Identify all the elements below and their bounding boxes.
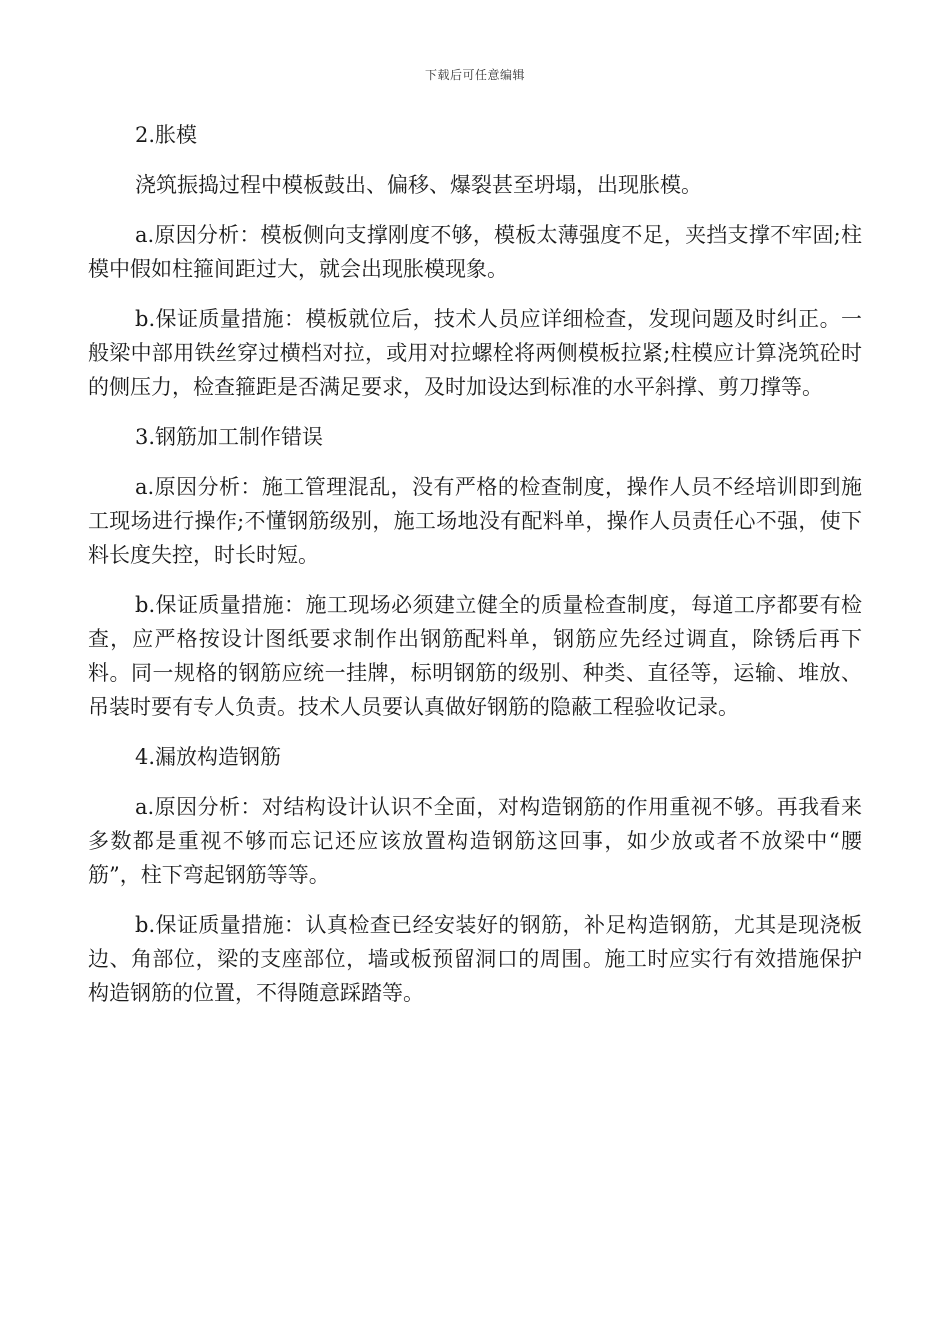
page-header: 下载后可任意编辑	[424, 68, 525, 82]
section-heading-2: 2.胀模	[135, 123, 198, 147]
paragraph: a.原因分析：施工管理混乱，没有严格的检查制度，操作人员不经培训即到施工现场进行操作;不懂钢筋级别，施工场地没有配料单，操作人员责任心不强，使下料长度失控，时长时短。	[88, 475, 862, 567]
paragraph: a.原因分析：对结构设计认识不全面，对构造钢筋的作用重视不够。再我看来多数都是重视不够而忘记还应该放置构造钢筋这回事，如少放或者不放梁中“腰筋”，柱下弯起钢筋等等。	[88, 795, 862, 887]
paragraph: b.保证质量措施：认真检查已经安装好的钢筋，补足构造钢筋，尤其是现浇板边、角部位，梁的支座部位，墙或板预留洞口的周围。施工时应实行有效措施保护构造钢筋的位置，不得随意踩踏等。	[88, 913, 862, 1005]
paragraph: 浇筑振捣过程中模板鼓出、偏移、爆裂甚至坍塌，出现胀模。	[135, 173, 702, 197]
section-heading-3: 3.钢筋加工制作错误	[135, 425, 324, 449]
section-heading-4: 4.漏放构造钢筋	[135, 745, 282, 769]
paragraph: b.保证质量措施：模板就位后，技术人员应详细检查，发现问题及时纠正。一般梁中部用铁丝穿过横档对拉，或用对拉螺栓将两侧模板拉紧;柱模应计算浇筑砼时的侧压力，检查箍距是否满足要求，及时加设达到标准的水平斜撑、剪刀撑等。	[88, 307, 862, 399]
paragraph: a.原因分析：模板侧向支撑刚度不够，模板太薄强度不足，夹挡支撑不牢固;柱模中假如柱箍间距过大，就会出现胀模现象。	[88, 223, 862, 281]
paragraph: b.保证质量措施：施工现场必须建立健全的质量检查制度，每道工序都要有检查，应严格按设计图纸要求制作出钢筋配料单，钢筋应先经过调直，除锈后再下料。同一规格的钢筋应统一挂牌，标明钢筋的级别、种类、直径等，运输、堆放、吊装时要有专人负责。技术人员要认真做好钢筋的隐蔽工程验收记录。	[88, 593, 862, 719]
document-body	[88, 118, 862, 1026]
